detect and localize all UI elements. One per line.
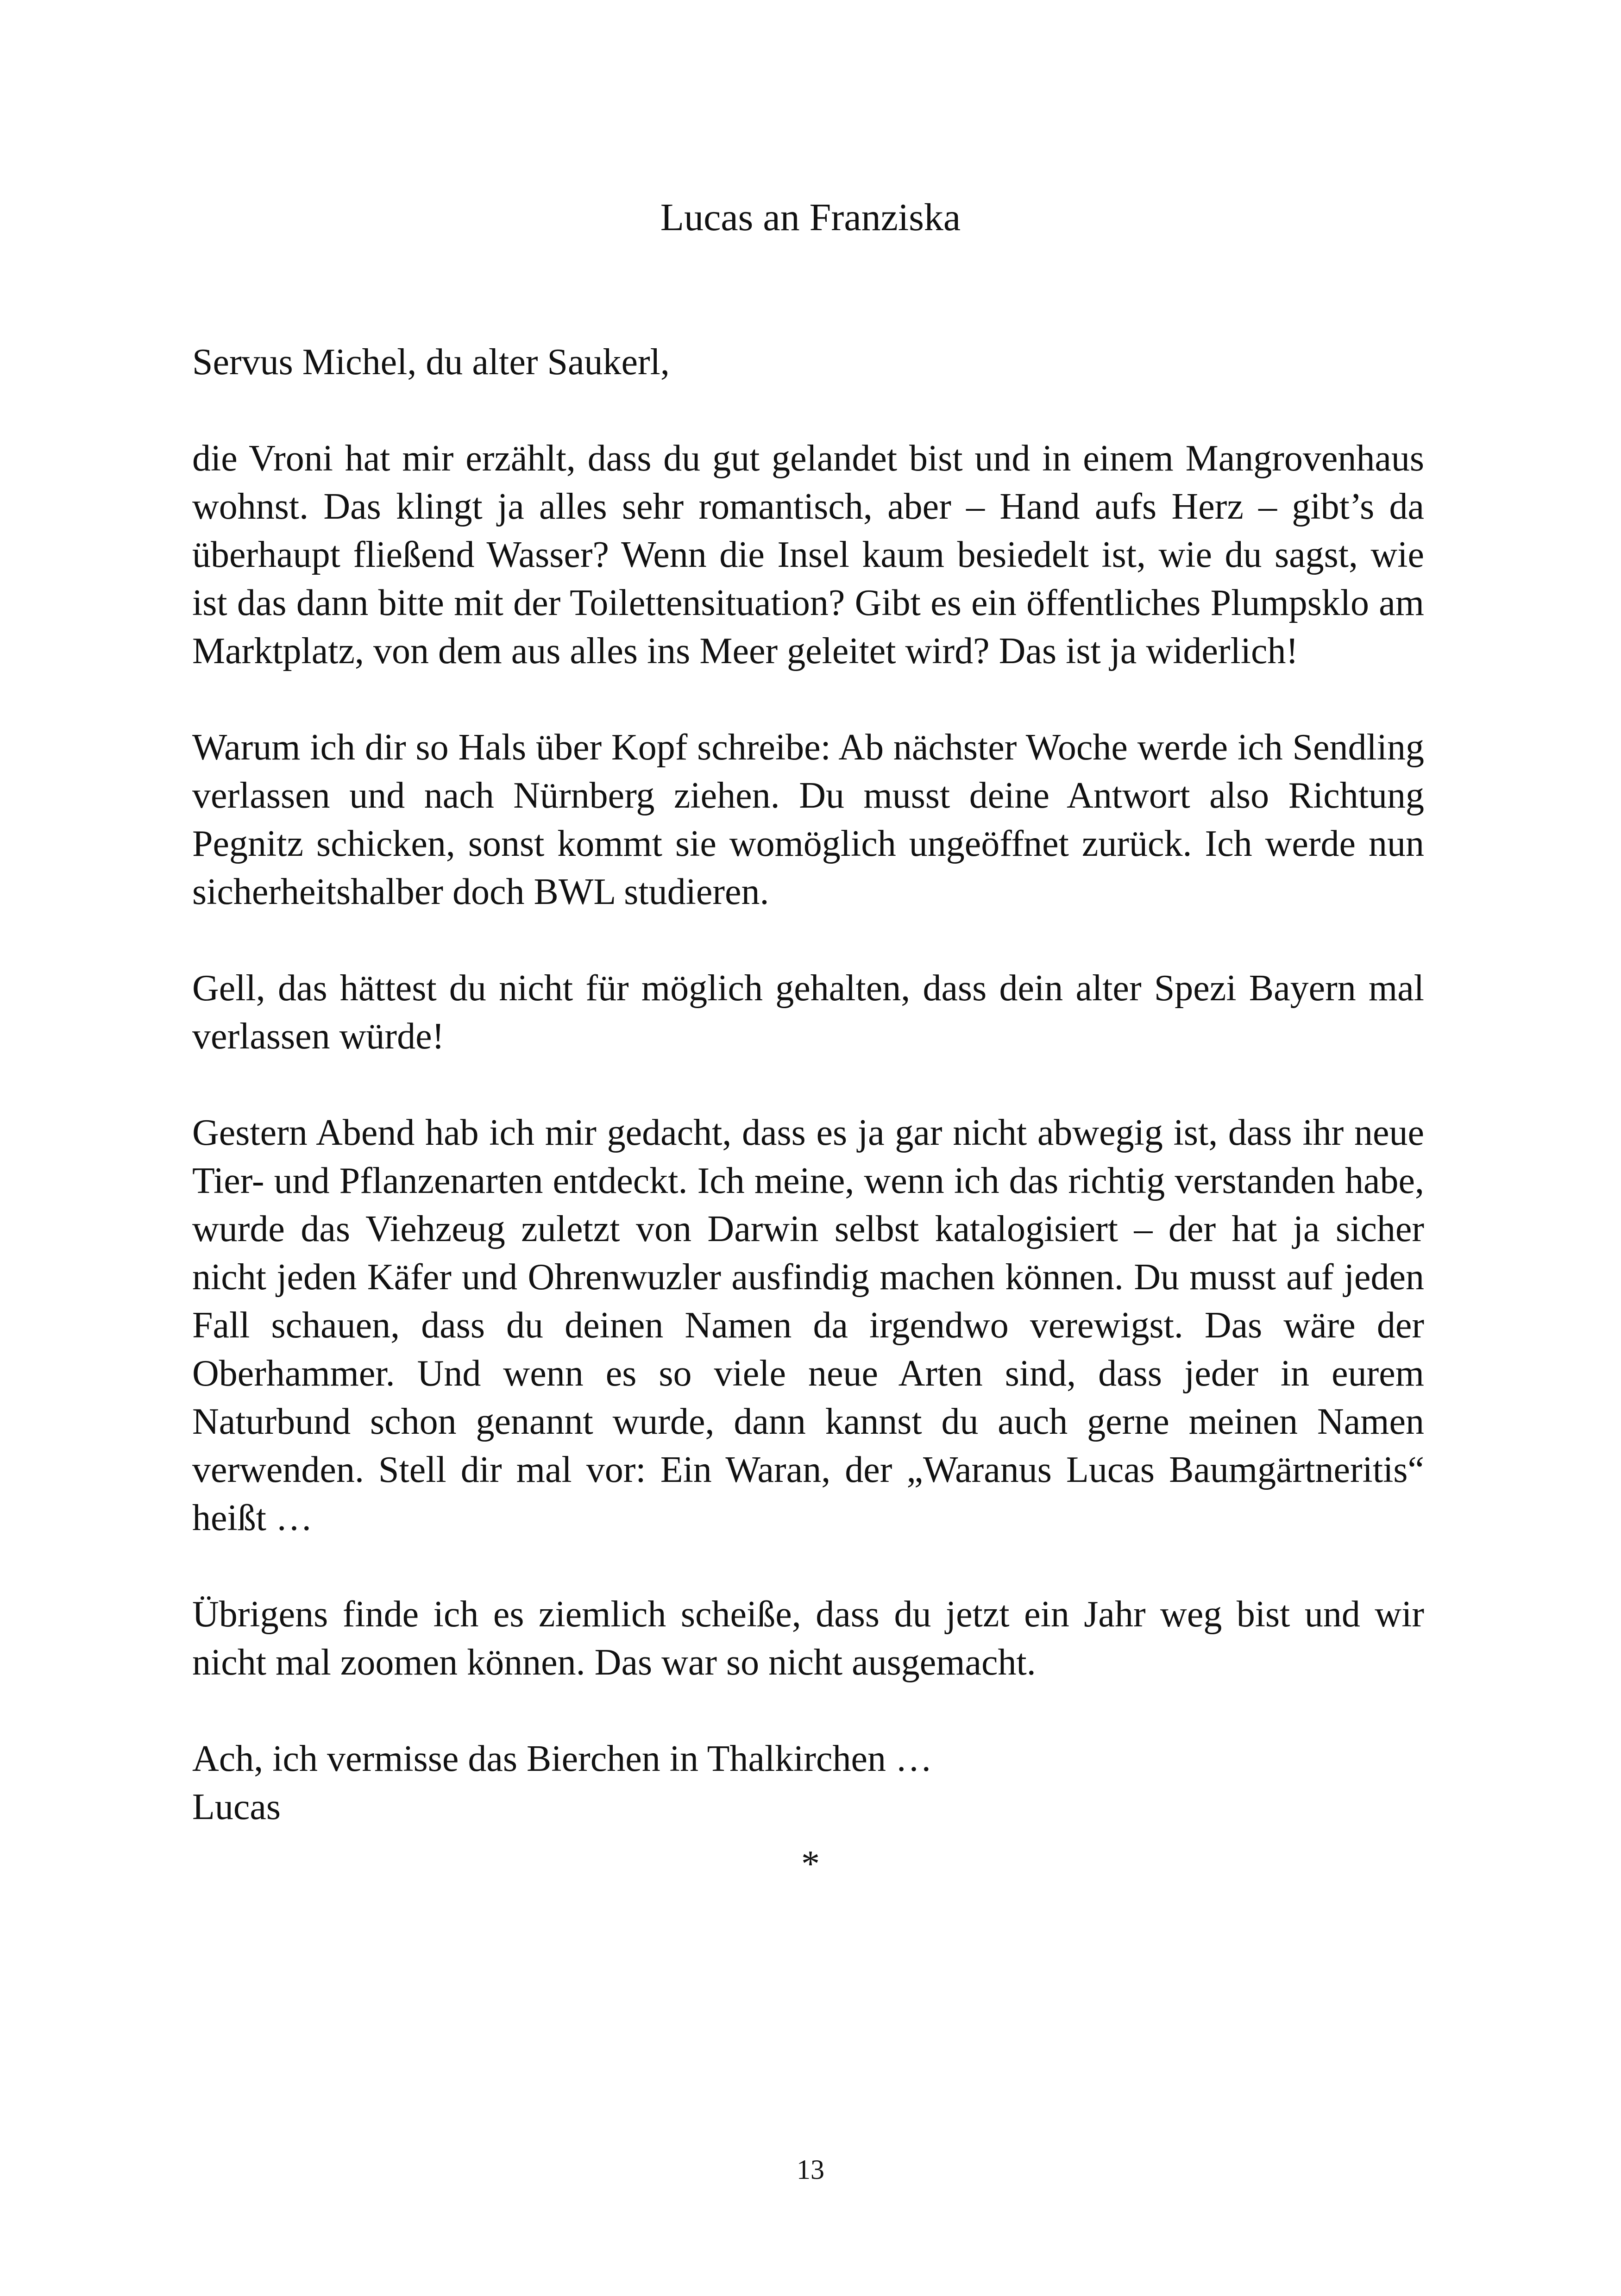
letter-paragraph-2: Warum ich dir so Hals über Kopf schreibe: Ab nächster Woche werde ich Sendling verlassen und nach Nürnberg ziehen. Du musst deine Antwort also Richtung Pegnitz schicken, sonst kommt sie womöglich ungeöffnet zurück. Ich werde nun sicherheitshalber doch BWL studieren. xyxy=(192,727,1424,912)
letter-body xyxy=(192,338,1424,1831)
letter-signature: Lucas xyxy=(192,1787,281,1827)
section-separator: * xyxy=(801,1844,820,1884)
letter-paragraph-3: Gell, das hättest du nicht für möglich gehalten, dass dein alter Spezi Bayern mal verlassen würde! xyxy=(192,968,1424,1057)
letter-salutation: Servus Michel, du alter Saukerl, xyxy=(192,342,670,383)
letter-paragraph-4: Gestern Abend hab ich mir gedacht, dass es ja gar nicht abwegig ist, dass ihr neue Tier- und Pflanzenarten entdeckt. Ich meine, wenn ich das richtig verstanden habe, wurde das Viehzeug zuletzt von Darwin selbst katalogisiert – der hat ja sicher nicht jeden Käfer und Ohrenwuzler ausfindig machen können. Du musst auf jeden Fall schauen, dass du deinen Namen da irgendwo verewigst. Das wäre der Oberhammer. Und wenn es so viele neue Arten sind, dass jeder in eurem Naturbund schon genannt wurde, dann kannst du auch gerne meinen Namen verwenden. Stell dir mal vor: Ein Waran, der „Waranus Lucas Baumgärtneritis“ heißt … xyxy=(192,1112,1424,1538)
letter-title: Lucas an Franziska xyxy=(660,196,961,239)
page-number: 13 xyxy=(797,2154,824,2185)
letter-closing: Ach, ich vermisse das Bierchen in Thalkirchen … xyxy=(192,1738,933,1779)
letter-paragraph-1: die Vroni hat mir erzählt, dass du gut gelandet bist und in einem Mangrovenhaus wohnst. Das klingt ja alles sehr romantisch, aber – Hand aufs Herz – gibt’s da überhaupt fließend Wasser? Wenn die Insel kaum besiedelt ist, wie du sagst, wie ist das dann bitte mit der Toilettensituation? Gibt es ein öffentliches Plumpsklo am Marktplatz, von dem aus alles ins Meer geleitet wird? Das ist ja widerlich! xyxy=(192,438,1424,671)
letter-paragraph-5: Übrigens finde ich es ziemlich scheiße, dass du jetzt ein Jahr weg bist und wir nicht mal zoomen können. Das war so nicht ausgemacht. xyxy=(192,1594,1424,1683)
